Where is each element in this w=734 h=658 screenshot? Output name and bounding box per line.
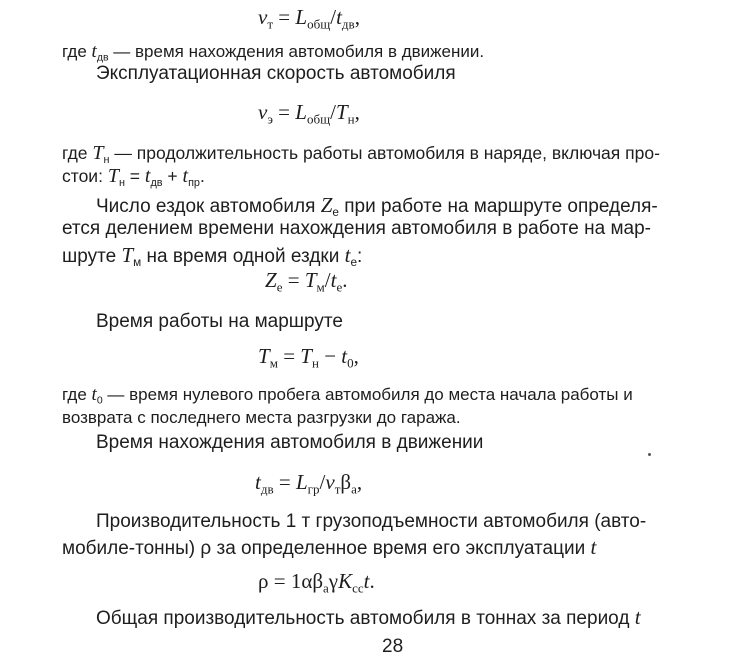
formula-ve: $v_э = L_{общ}/T_н$, (258, 100, 360, 127)
text-line-17: Производительность 1 т грузоподъемности автомобиля (авто- (96, 511, 647, 532)
text-line-14: возврата с последнего места разгрузки до гаража. (62, 408, 461, 427)
text-line-7: Число ездок автомобиля $Z_е$ при работе на маршруте определя- (96, 193, 658, 220)
text-line-13: где $t_0$ — время нулевого пробега автомобиля до места начала работы и (62, 384, 633, 407)
formula-tdv: $t_{дв} = L_{гр}/v_т\beta_а$, (255, 470, 363, 497)
text-line-11: Время работы на маршруте (96, 311, 343, 332)
formula-ze: $Z_е = T_м/t_е$. (265, 268, 348, 295)
formula-tm: $T_м = T_н - t_0$, (258, 344, 359, 371)
text-line-20: Общая производительность автомобиля в тоннах за период t (96, 605, 641, 629)
formula-rho: $\rho = 1\alpha\beta_а\gamma K_{сс}t$. (258, 569, 375, 596)
text-line-8: ется делением времени нахождения автомобиля в работе на мар- (62, 218, 651, 239)
text-line-2: где $t_{дв}$ — время нахождения автомобиля в движении. (62, 41, 485, 64)
formula-vt: $v_т = L_{общ}/t_{дв}$, (258, 5, 360, 32)
text-line-3: Эксплуатационная скорость автомобиля (96, 63, 456, 84)
text-line-9: шруте $T_м$ на время одной ездки $t_е$: (62, 243, 363, 270)
text-line-18: мобиле-тонны) ρ за определенное время его эксплуатации t (62, 535, 597, 559)
text-line-5: где $T_н$ — продолжительность работы автомобиля в наряде, включая про- (62, 142, 660, 166)
text-line-6: стои: $T_н = t_{дв} + t_{пр}$. (62, 165, 205, 189)
print-speck (648, 453, 651, 456)
text-line-15: Время нахождения автомобиля в движении (96, 432, 484, 453)
page-number: 28 (382, 636, 404, 657)
